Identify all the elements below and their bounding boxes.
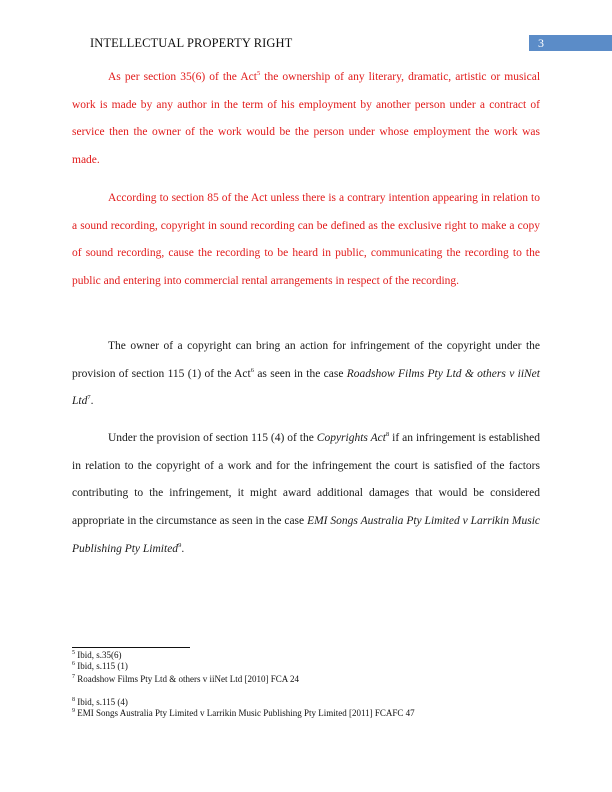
page-number-box <box>529 35 612 51</box>
act-name: Copyrights Act <box>316 432 386 444</box>
case-name-roadshow: Roadshow Films Pty Ltd & others v iiNet Ltd <box>72 367 540 408</box>
paragraph-section-85: According to section 85 of the Act unless there is a contrary intention appearing in relation to a sound recording, copyright in sound recording can be defined as the exclusive right to make a copy of sound recording, cause the recording to be heard in public, communicating the recording to the public and entering into commercial rental arrangements in respect of the recording. <box>72 192 540 288</box>
footnote-ref-5[interactable]: 5 <box>256 70 261 78</box>
footnote-separator <box>72 647 190 648</box>
footnote-9: $^9$ EMI Songs Australia Pty Limited v Larrikin Music Publishing Pty Limited [2011] FCAFC 47 <box>72 708 415 718</box>
paragraph-section-115-4: Under the provision of section 115 (4) of the Copyrights Act$^8$ if an infringement is established in relation to the copyright of a work and for the infringement the court is satisfied of the factors contributing to the infringement, it might award additional damages that would be considered appropriate in the circumstance as seen in the case EMI Songs Australia Pty Limited v Larrikin Music Publishing Pty Limited$^9$. <box>72 431 541 555</box>
footnote-ref-8[interactable]: 8 <box>385 431 390 439</box>
header-title: INTELLECTUAL PROPERTY RIGHT <box>90 36 293 50</box>
page-number: 3 <box>538 36 544 50</box>
footnote-ref-9[interactable]: 9 <box>178 541 182 549</box>
footnote-ref-6[interactable]: 6 <box>250 366 254 374</box>
footnote-ref-7[interactable]: 7 <box>87 394 91 402</box>
case-name-emi: EMI Songs Australia Pty Limited v Larrikin Music Publishing Pty Limited <box>72 515 540 555</box>
footnote-7: $^7$ Roadshow Films Pty Ltd & others v iiNet Ltd [2010] FCA 24 <box>72 674 300 684</box>
footnote-8: $^8$ Ibid, s.115 (4) <box>72 697 128 707</box>
footnote-5: $^5$ Ibid, s.35(6) <box>72 650 122 660</box>
footnote-6: $^6$ Ibid, s.115 (1) <box>72 661 128 671</box>
paragraph-section-115-1: The owner of a copyright can bring an action for infringement of the copyright under the provision of section 115 (1) of the Act$^6$ as seen in the case Roadshow Films Pty Ltd & others v iiNet Ltd$^7$. <box>72 340 540 408</box>
paragraph-section-35: As per section 35(6) of the Act$^5$ the ownership of any literary, dramatic, artistic or musical work is made by any author in the term of his employment by another person under a contract of service then the owner of the work would be the person under whose employment the work was made. <box>72 70 541 167</box>
